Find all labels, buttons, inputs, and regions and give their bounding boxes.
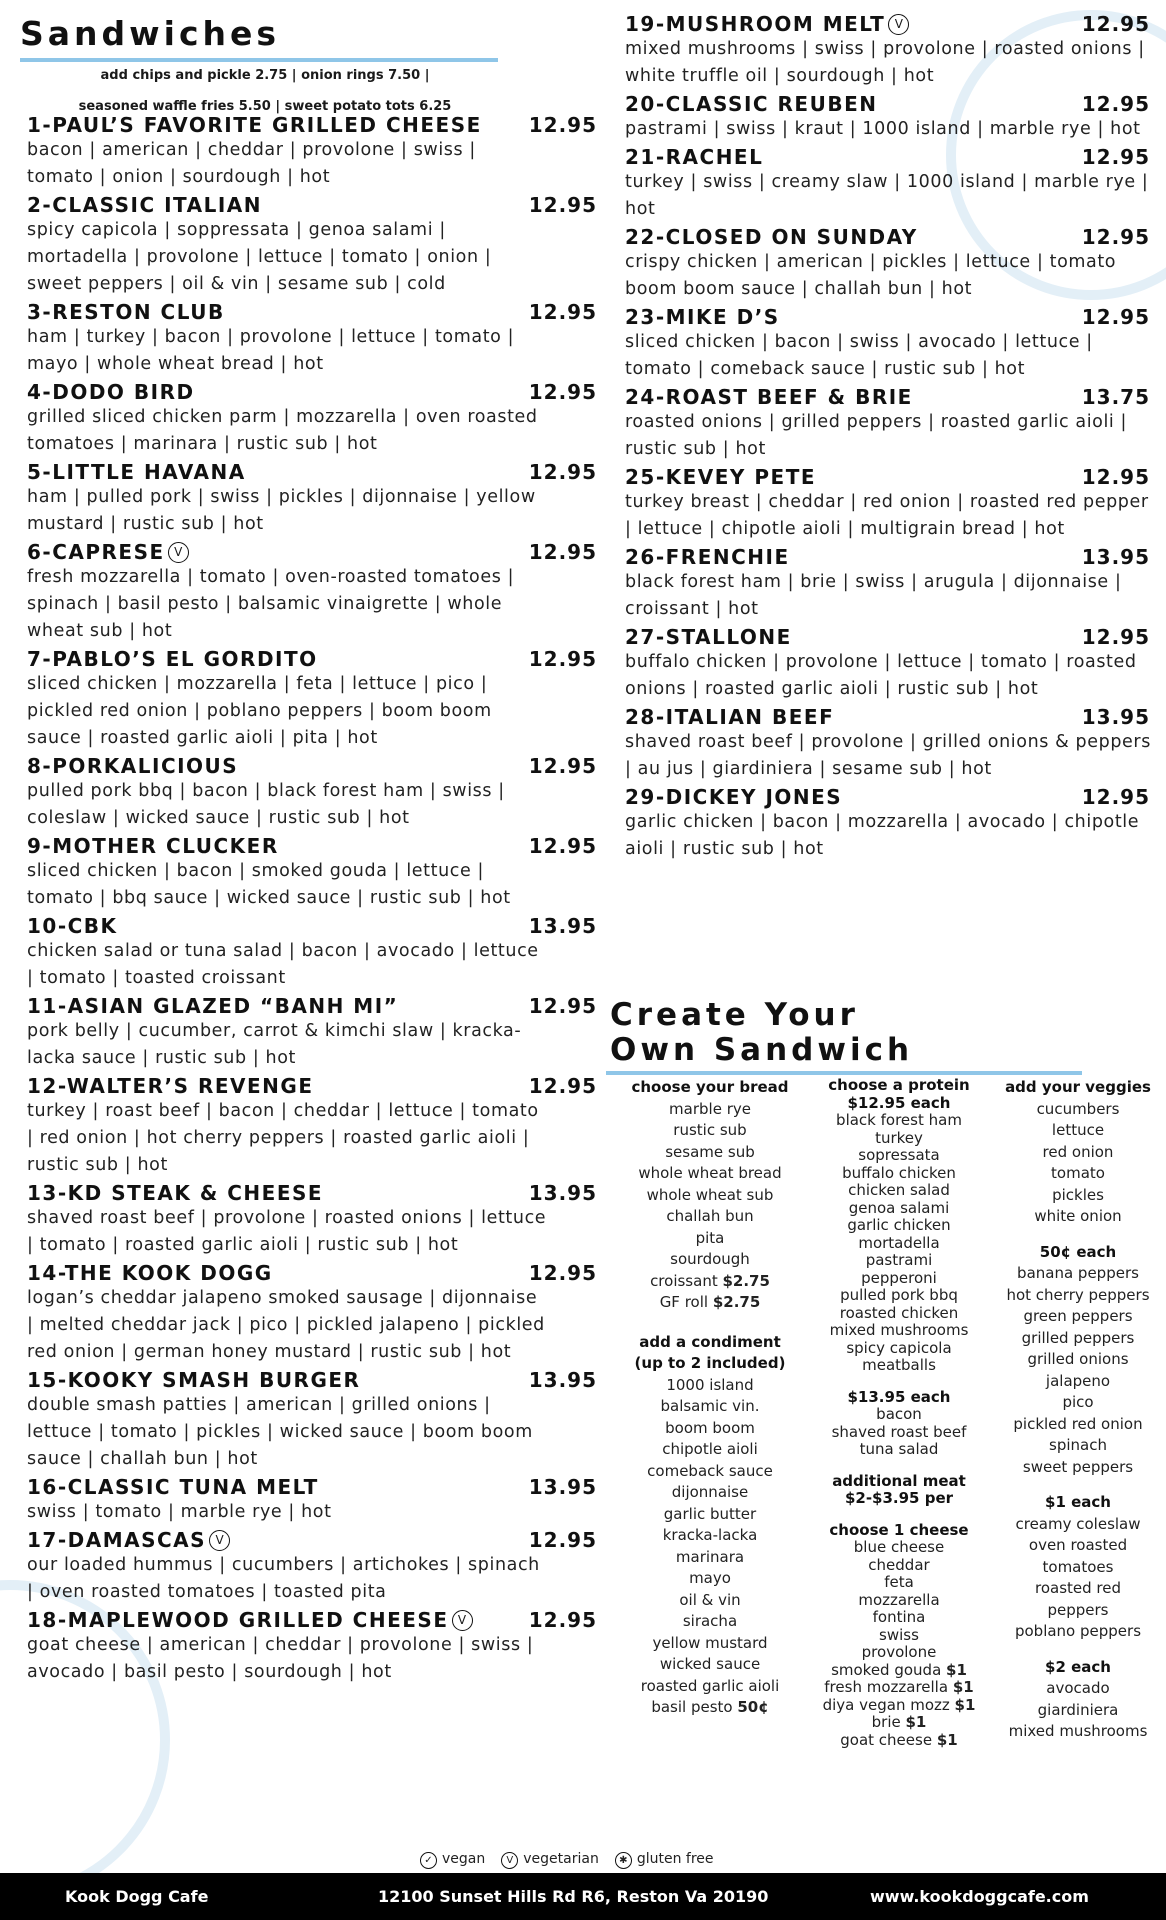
- menu-item-description: turkey | roast beef | bacon | cheddar | lettuce | tomato | red onion | hot cherry peppers | roasted garlic aioli | rustic sub | hot: [27, 1101, 539, 1175]
- menu-item-name: 6-CAPRESE: [27, 540, 165, 564]
- menu-item: [625, 145, 1155, 223]
- menu-item: [27, 380, 607, 458]
- protein-option: tuna salad: [859, 1440, 939, 1458]
- menu-item-description: logan’s cheddar jalapeno smoked sausage | dijonnaise | melted cheddar jack | pico | pickled jalapeno | pickled red onion | german honey mustard | rustic sub | hot: [27, 1288, 545, 1362]
- bread-header: choose your bread: [631, 1078, 789, 1096]
- menu-item-description: pork belly | cucumber, carrot & kimchi slaw | kracka-lacka sauce | rustic sub | hot: [27, 1021, 522, 1068]
- menu-item-name: 11-ASIAN GLAZED “BANH MI”: [27, 994, 399, 1018]
- menu-item-header: [625, 145, 1150, 169]
- menu-item: [27, 1528, 607, 1606]
- menu-item-header: [27, 300, 597, 324]
- protein-option: genoa salami: [848, 1198, 950, 1217]
- veggie-option: giardiniera: [1037, 1700, 1119, 1719]
- legend-vegan: ✓ vegan: [420, 1851, 485, 1869]
- vegetarian-v-icon: V: [501, 1852, 518, 1869]
- menu-item-price: 12.95: [528, 193, 597, 217]
- menu-item-price: 13.95: [1081, 705, 1150, 729]
- create-title-line-2: Own Sandwich: [610, 1032, 914, 1068]
- condiment-option: wicked sauce: [659, 1655, 761, 1673]
- menu-item-price: 13.75: [1081, 385, 1150, 409]
- protein-list-2: [810, 1406, 988, 1459]
- veggie-option: red onion: [1042, 1142, 1114, 1161]
- menu-item-description: ham | turkey | bacon | provolone | lettuce | tomato | mayo | whole wheat bread | hot: [27, 327, 515, 374]
- menu-item-description: mixed mushrooms | swiss | provolone | roasted onions | white truffle oil | sourdough | hot: [625, 39, 1145, 86]
- veggie-option: pickles: [1052, 1185, 1104, 1204]
- menu-item: [27, 914, 607, 992]
- menu-item-description: crispy chicken | american | pickles | lettuce | tomato boom boom sauce | challah bun | hot: [625, 252, 1117, 299]
- menu-item-price: 12.95: [528, 1261, 597, 1285]
- condiment-option: chipotle aioli: [662, 1440, 758, 1458]
- menu-item-header: [625, 12, 1150, 36]
- cheese-option: mozzarella: [858, 1590, 940, 1609]
- condiment-list: [614, 1375, 806, 1698]
- protein-option: sopressata: [858, 1146, 940, 1164]
- menu-item-description: shaved roast beef | provolone | roasted onions | lettuce | tomato | roasted garlic aioli | rustic sub | hot: [27, 1208, 547, 1255]
- veggie-option: lettuce: [1051, 1121, 1105, 1139]
- cheese-brie: brie $1: [871, 1713, 927, 1731]
- protein-header: choose a protein: [828, 1076, 970, 1094]
- menu-item: [27, 300, 607, 378]
- menu-item-price: 12.95: [1081, 225, 1150, 249]
- veggie-option: spinach: [1049, 1436, 1107, 1454]
- condiment-option: oil & vin: [679, 1590, 741, 1609]
- protein-option: pastrami: [865, 1251, 933, 1269]
- menu-item-name: 25-KEVEY PETE: [625, 465, 817, 489]
- protein-option: shaved roast beef: [831, 1422, 967, 1441]
- veggie-option: oven roasted: [1028, 1536, 1128, 1554]
- menu-item-header: [625, 545, 1150, 569]
- menu-item-name: 15-KOOKY SMASH BURGER: [27, 1368, 361, 1392]
- menu-item-name: 26-FRENCHIE: [625, 545, 790, 569]
- protein-option: meatballs: [862, 1356, 936, 1374]
- veggie-option: poblano peppers: [1014, 1622, 1142, 1640]
- menu-item-header: [27, 1608, 597, 1632]
- footer-address: 12100 Sunset Hills Rd R6, Reston Va 20190: [378, 1887, 769, 1906]
- protein-list-1: [810, 1112, 988, 1375]
- veggie-option: pickled red onion: [1013, 1414, 1143, 1433]
- menu-item: [27, 1475, 607, 1526]
- menu-item-description: sliced chicken | mozzarella | feta | lettuce | pico | pickled red onion | poblano peppers | boom boom sauce | roasted garlic aioli | pita | hot: [27, 674, 492, 748]
- menu-item-price: 13.95: [528, 1475, 597, 1499]
- vegetarian-v-icon: V: [209, 1530, 230, 1551]
- protein-option: bacon: [876, 1405, 922, 1423]
- menu-item-description: roasted onions | grilled peppers | roasted garlic aioli | rustic sub | hot: [625, 412, 1128, 459]
- menu-item-name: 14-THE KOOK DOGG: [27, 1261, 273, 1285]
- menu-item: [27, 540, 607, 645]
- veggie-option: green peppers: [1023, 1307, 1133, 1325]
- menu-item-price: 12.95: [528, 540, 597, 564]
- veggie-option: sweet peppers: [1022, 1457, 1134, 1476]
- menu-item-price: 12.95: [528, 1608, 597, 1632]
- menu-item-price: 12.95: [528, 647, 597, 671]
- menu-item-price: 13.95: [528, 1368, 597, 1392]
- menu-item-name: 24-ROAST BEEF & BRIE: [625, 385, 913, 409]
- menu-item-name: 8-PORKALICIOUS: [27, 754, 239, 778]
- cyo-bread-condiment-column: [614, 1077, 806, 1719]
- menu-item-price: 12.95: [528, 1074, 597, 1098]
- veggies-1-list: [990, 1514, 1166, 1643]
- menu-item: [625, 92, 1155, 143]
- menu-item-header: [27, 1074, 597, 1098]
- protein-option: pulled pork bbq: [840, 1286, 958, 1304]
- menu-item-price: 13.95: [528, 914, 597, 938]
- veggies-price-50c: 50¢ each: [1039, 1242, 1117, 1261]
- menu-item-name: 23-MIKE D’S: [625, 305, 780, 329]
- cheese-list: [810, 1539, 988, 1662]
- protein-option: pepperoni: [861, 1268, 937, 1287]
- gluten-free-wheat-icon: ✱: [615, 1852, 632, 1869]
- veggie-option: tomatoes: [1042, 1557, 1114, 1576]
- veggie-option: white onion: [1034, 1207, 1122, 1225]
- menu-item: [27, 1181, 607, 1259]
- menu-item-header: [27, 1528, 597, 1552]
- menu-item-description: double smash patties | american | grilled onions | lettuce | tomato | pickles | wicked sauce | boom boom sauce | challah bun | hot: [27, 1395, 533, 1469]
- menu-item-header: [27, 647, 597, 671]
- menu-item-header: [625, 385, 1150, 409]
- menu-item-description: turkey breast | cheddar | red onion | roasted red pepper | lettuce | chipotle aioli | multigrain bread | hot: [625, 492, 1149, 539]
- menu-item-price: 12.95: [528, 113, 597, 137]
- menu-item-description: pulled pork bbq | bacon | black forest ham | swiss | coleslaw | wicked sauce | rustic sub | hot: [27, 781, 505, 828]
- footer-website-link[interactable]: www.kookdoggcafe.com: [870, 1887, 1089, 1906]
- menu-item: [625, 225, 1155, 303]
- menu-item-name: 29-DICKEY JONES: [625, 785, 843, 809]
- menu-item-header: [27, 914, 597, 938]
- cheese-smoked-gouda: smoked gouda $1: [831, 1660, 967, 1679]
- menu-item-name: 10-CBK: [27, 914, 118, 938]
- bread-option: pita: [695, 1228, 725, 1247]
- menu-item-description: swiss | tomato | marble rye | hot: [27, 1502, 332, 1522]
- menu-item: [27, 193, 607, 298]
- menu-item: [27, 460, 607, 538]
- cyo-veggies-column: [990, 1077, 1166, 1743]
- condiment-option: kracka-lacka: [662, 1526, 758, 1544]
- sandwiches-title: Sandwiches: [20, 14, 281, 53]
- veggie-option: roasted red: [1034, 1579, 1121, 1597]
- menu-item-header: [27, 193, 597, 217]
- menu-item-description: black forest ham | brie | swiss | arugula | dijonnaise | croissant | hot: [625, 572, 1122, 619]
- menu-item-description: fresh mozzarella | tomato | oven-roasted tomatoes | spinach | basil pesto | balsamic vinaigrette | whole wheat sub | hot: [27, 567, 515, 641]
- menu-item: [625, 625, 1155, 703]
- menu-item-header: [27, 540, 597, 564]
- menu-item-header: [27, 1475, 597, 1499]
- cheese-option: fontina: [872, 1608, 926, 1626]
- addons-line-1: add chips and pickle 2.75 | onion rings 7.50 |: [100, 68, 430, 83]
- menu-item: [27, 113, 607, 191]
- menu-item-name: 3-RESTON CLUB: [27, 300, 225, 324]
- veggies-price-2: $2 each: [1045, 1657, 1111, 1676]
- menu-item-description: shaved roast beef | provolone | grilled onions & peppers | au jus | giardiniera | sesame sub | hot: [625, 732, 1151, 779]
- veggie-option: hot cherry peppers: [1006, 1285, 1150, 1304]
- veggies-free-list: [990, 1099, 1166, 1228]
- menu-item: [625, 545, 1155, 623]
- menu-item-header: [625, 625, 1150, 649]
- menu-item-name: 5-LITTLE HAVANA: [27, 460, 246, 484]
- cheese-option: feta: [884, 1573, 914, 1591]
- menu-item-price: 13.95: [528, 1181, 597, 1205]
- vegan-leaf-icon: ✓: [420, 1852, 437, 1869]
- bread-option: whole wheat bread: [638, 1164, 782, 1182]
- menu-item-description: ham | pulled pork | swiss | pickles | dijonnaise | yellow mustard | rustic sub | hot: [27, 487, 536, 534]
- menu-item-description: bacon | american | cheddar | provolone | swiss | tomato | onion | sourdough | hot: [27, 140, 476, 187]
- menu-item-header: [27, 1261, 597, 1285]
- veggies-price-1: $1 each: [1045, 1493, 1111, 1511]
- menu-item-header: [27, 113, 597, 137]
- menu-item-price: 12.95: [528, 994, 597, 1018]
- condiment-option: comeback sauce: [647, 1461, 773, 1480]
- menu-item-price: 12.95: [528, 834, 597, 858]
- menu-item: [625, 385, 1155, 463]
- footer-bar: [0, 1873, 1166, 1920]
- menu-item-price: 12.95: [528, 300, 597, 324]
- menu-item-description: spicy capicola | soppressata | genoa salami | mortadella | provolone | lettuce | tomato | onion | sweet peppers | oil & vin | sesame sub | cold: [27, 220, 492, 294]
- condiment-option: balsamic vin.: [660, 1397, 760, 1415]
- menu-item-header: [625, 305, 1150, 329]
- veggie-option: avocado: [1046, 1679, 1110, 1697]
- menu-item-header: [27, 754, 597, 778]
- condiment-option: boom boom: [665, 1418, 755, 1437]
- menu-item-description: buffalo chicken | provolone | lettuce | tomato | roasted onions | roasted garlic aioli | rustic sub | hot: [625, 652, 1137, 699]
- menu-item-price: 12.95: [1081, 305, 1150, 329]
- menu-item-header: [625, 705, 1150, 729]
- condiment-subheader: (up to 2 included): [634, 1354, 786, 1372]
- menu-item: [27, 1261, 607, 1366]
- menu-item-name: 4-DODO BIRD: [27, 380, 195, 404]
- menu-item-header: [625, 465, 1150, 489]
- cheese-option: provolone: [861, 1643, 937, 1661]
- cyo-protein-cheese-column: [810, 1077, 988, 1749]
- vegetarian-v-icon: V: [452, 1610, 473, 1631]
- menu-item-price: 12.95: [1081, 785, 1150, 809]
- veggie-option: jalapeno: [1045, 1371, 1111, 1390]
- menu-item-name: 2-CLASSIC ITALIAN: [27, 193, 263, 217]
- veggie-option: grilled onions: [1027, 1350, 1129, 1368]
- menu-item-price: 12.95: [1081, 625, 1150, 649]
- create-title: [610, 998, 913, 1068]
- menu-item: [27, 1074, 607, 1179]
- protein-option: garlic chicken: [847, 1216, 951, 1234]
- menu-item-price: 12.95: [528, 460, 597, 484]
- menu-item-name: 20-CLASSIC REUBEN: [625, 92, 878, 116]
- menu-item-name: 27-STALLONE: [625, 625, 792, 649]
- bread-gf-roll: GF roll $2.75: [659, 1293, 761, 1311]
- menu-item-description: sliced chicken | bacon | smoked gouda | lettuce | tomato | bbq sauce | wicked sauce | rustic sub | hot: [27, 861, 511, 908]
- menu-item: [27, 834, 607, 912]
- cheese-option: swiss: [879, 1625, 919, 1644]
- cheese-header: choose 1 cheese: [829, 1520, 969, 1539]
- menu-item-name: 17-DAMASCAS: [27, 1528, 207, 1552]
- protein-price-2: $13.95 each: [847, 1387, 951, 1406]
- menu-item: [27, 754, 607, 832]
- veggie-option: banana peppers: [1017, 1264, 1139, 1282]
- menu-item-name: 19-MUSHROOM MELT: [625, 12, 886, 36]
- protein-option: buffalo chicken: [842, 1163, 956, 1182]
- protein-price-1: $12.95 each: [847, 1093, 951, 1112]
- menu-item-price: 12.95: [1081, 92, 1150, 116]
- veggie-option: grilled peppers: [1021, 1328, 1135, 1347]
- condiment-option: dijonnaise: [671, 1483, 749, 1501]
- menu-item-header: [27, 834, 597, 858]
- menu-item-price: 12.95: [528, 754, 597, 778]
- veggies-2-list: [990, 1678, 1166, 1743]
- veggie-option: cucumbers: [1036, 1099, 1120, 1118]
- menu-item-name: 28-ITALIAN BEEF: [625, 705, 835, 729]
- menu-item: [625, 785, 1155, 863]
- footer-cafe-name: Kook Dogg Cafe: [65, 1887, 209, 1906]
- cheese-goat: goat cheese $1: [840, 1730, 958, 1749]
- menu-item-price: 12.95: [528, 380, 597, 404]
- veggie-option: creamy coleslaw: [1015, 1514, 1141, 1533]
- protein-option: black forest ham: [836, 1111, 962, 1129]
- menu-item: [27, 1368, 607, 1473]
- menu-item-price: 12.95: [1081, 12, 1150, 36]
- menu-item: [625, 705, 1155, 783]
- menu-item: [27, 994, 607, 1072]
- veggie-option: pico: [1062, 1393, 1094, 1411]
- menu-item-description: grilled sliced chicken parm | mozzarella | oven roasted tomatoes | marinara | rustic sub | hot: [27, 407, 538, 454]
- vegetarian-v-icon: V: [888, 14, 909, 35]
- menu-item-price: 12.95: [1081, 465, 1150, 489]
- bread-option: rustic sub: [673, 1121, 747, 1139]
- menu-item-header: [27, 460, 597, 484]
- bread-option: whole wheat sub: [646, 1185, 774, 1204]
- condiment-option: siracha: [682, 1612, 738, 1630]
- menu-item-price: 13.95: [1081, 545, 1150, 569]
- menu-item: [625, 465, 1155, 543]
- menu-item-header: [27, 1181, 597, 1205]
- additional-meat-price: $2-$3.95 per: [844, 1489, 954, 1507]
- cheese-option: blue cheese: [853, 1538, 945, 1556]
- menu-item: [27, 1608, 607, 1686]
- protein-option: mixed mushrooms: [829, 1321, 969, 1339]
- menu-item-description: garlic chicken | bacon | mozzarella | avocado | chipotle aioli | rustic sub | hot: [625, 812, 1140, 859]
- protein-option: chicken salad: [848, 1181, 950, 1199]
- menu-item-name: 22-CLOSED ON SUNDAY: [625, 225, 918, 249]
- bread-list: [614, 1099, 806, 1271]
- menu-item-description: turkey | swiss | creamy slaw | 1000 island | marble rye | hot: [625, 172, 1149, 219]
- menu-item-description: pastrami | swiss | kraut | 1000 island | marble rye | hot: [625, 119, 1141, 139]
- condiment-option: marinara: [675, 1547, 745, 1566]
- menu-item-description: chicken salad or tuna salad | bacon | avocado | lettuce | tomato | toasted croissant: [27, 941, 539, 988]
- vegetarian-v-icon: V: [168, 542, 189, 563]
- menu-item: [625, 12, 1155, 90]
- menu-item-header: [27, 994, 597, 1018]
- menu-item: [625, 305, 1155, 383]
- protein-option: roasted chicken: [839, 1303, 959, 1322]
- condiment-option: roasted garlic aioli: [640, 1676, 780, 1695]
- cheese-vegan-mozz: diya vegan mozz $1: [822, 1695, 976, 1714]
- create-title-line-1: Create Your: [610, 997, 859, 1033]
- menu-item-name: 1-PAUL’S FAVORITE GRILLED CHEESE: [27, 113, 482, 137]
- menu-item-price: 12.95: [1081, 145, 1150, 169]
- menu-item-name: 21-RACHEL: [625, 145, 764, 169]
- bread-option: sesame sub: [665, 1142, 755, 1161]
- bread-croissant: croissant $2.75: [650, 1271, 770, 1290]
- bread-option: marble rye: [669, 1099, 751, 1118]
- diet-legend: [420, 1851, 714, 1869]
- condiment-header: add a condiment: [639, 1332, 781, 1351]
- sandwich-list-right: [625, 12, 1155, 865]
- menu-item-header: [625, 92, 1150, 116]
- protein-option: spicy capicola: [846, 1338, 952, 1357]
- condiment-basil-pesto: basil pesto 50¢: [651, 1698, 769, 1716]
- condiment-option: 1000 island: [666, 1375, 754, 1394]
- menu-item-header: [625, 225, 1150, 249]
- veggies-header: add your veggies: [1005, 1078, 1151, 1096]
- legend-gluten-free: ✱ gluten free: [615, 1851, 714, 1869]
- menu-item-name: 9-MOTHER CLUCKER: [27, 834, 279, 858]
- cheese-fresh-mozzarella: fresh mozzarella $1: [824, 1678, 974, 1696]
- addons-line-2: seasoned waffle fries 5.50 | sweet potato tots 6.25: [78, 99, 452, 114]
- menu-item-name: 7-PABLO’S EL GORDITO: [27, 647, 318, 671]
- veggies-50c-list: [990, 1263, 1166, 1478]
- menu-item-name: 18-MAPLEWOOD GRILLED CHEESE: [27, 1608, 449, 1632]
- condiment-option: yellow mustard: [652, 1633, 768, 1652]
- menu-item-header: [27, 1368, 597, 1392]
- veggie-option: peppers: [1047, 1600, 1109, 1619]
- menu-item-name: 16-CLASSIC TUNA MELT: [27, 1475, 319, 1499]
- protein-option: turkey: [875, 1128, 923, 1147]
- menu-item-name: 13-KD STEAK & CHEESE: [27, 1181, 324, 1205]
- veggie-option: mixed mushrooms: [1008, 1722, 1148, 1740]
- condiment-option: mayo: [689, 1569, 731, 1587]
- menu-item-header: [625, 785, 1150, 809]
- veggie-option: tomato: [1051, 1164, 1105, 1182]
- menu-item-description: sliced chicken | bacon | swiss | avocado | lettuce | tomato | comeback sauce | rustic sub | hot: [625, 332, 1093, 379]
- condiment-option: garlic butter: [663, 1504, 757, 1523]
- menu-item-price: 12.95: [528, 1528, 597, 1552]
- legend-vegetarian: V vegetarian: [501, 1851, 599, 1869]
- bread-option: sourdough: [670, 1250, 750, 1268]
- cheese-option: cheddar: [868, 1555, 930, 1574]
- bread-option: challah bun: [666, 1207, 754, 1225]
- additional-meat-header: additional meat: [832, 1471, 966, 1490]
- menu-item-name: 12-WALTER’S REVENGE: [27, 1074, 314, 1098]
- protein-option: mortadella: [858, 1233, 940, 1252]
- menu-item: [27, 647, 607, 752]
- create-title-rule: [606, 1071, 1082, 1075]
- sandwich-list-left: [27, 113, 607, 1688]
- menu-item-description: goat cheese | american | cheddar | provolone | swiss | avocado | basil pesto | sourdough | hot: [27, 1635, 534, 1682]
- menu-item-description: our loaded hummus | cucumbers | artichokes | spinach | oven roasted tomatoes | toasted pita: [27, 1555, 540, 1602]
- menu-item-header: [27, 380, 597, 404]
